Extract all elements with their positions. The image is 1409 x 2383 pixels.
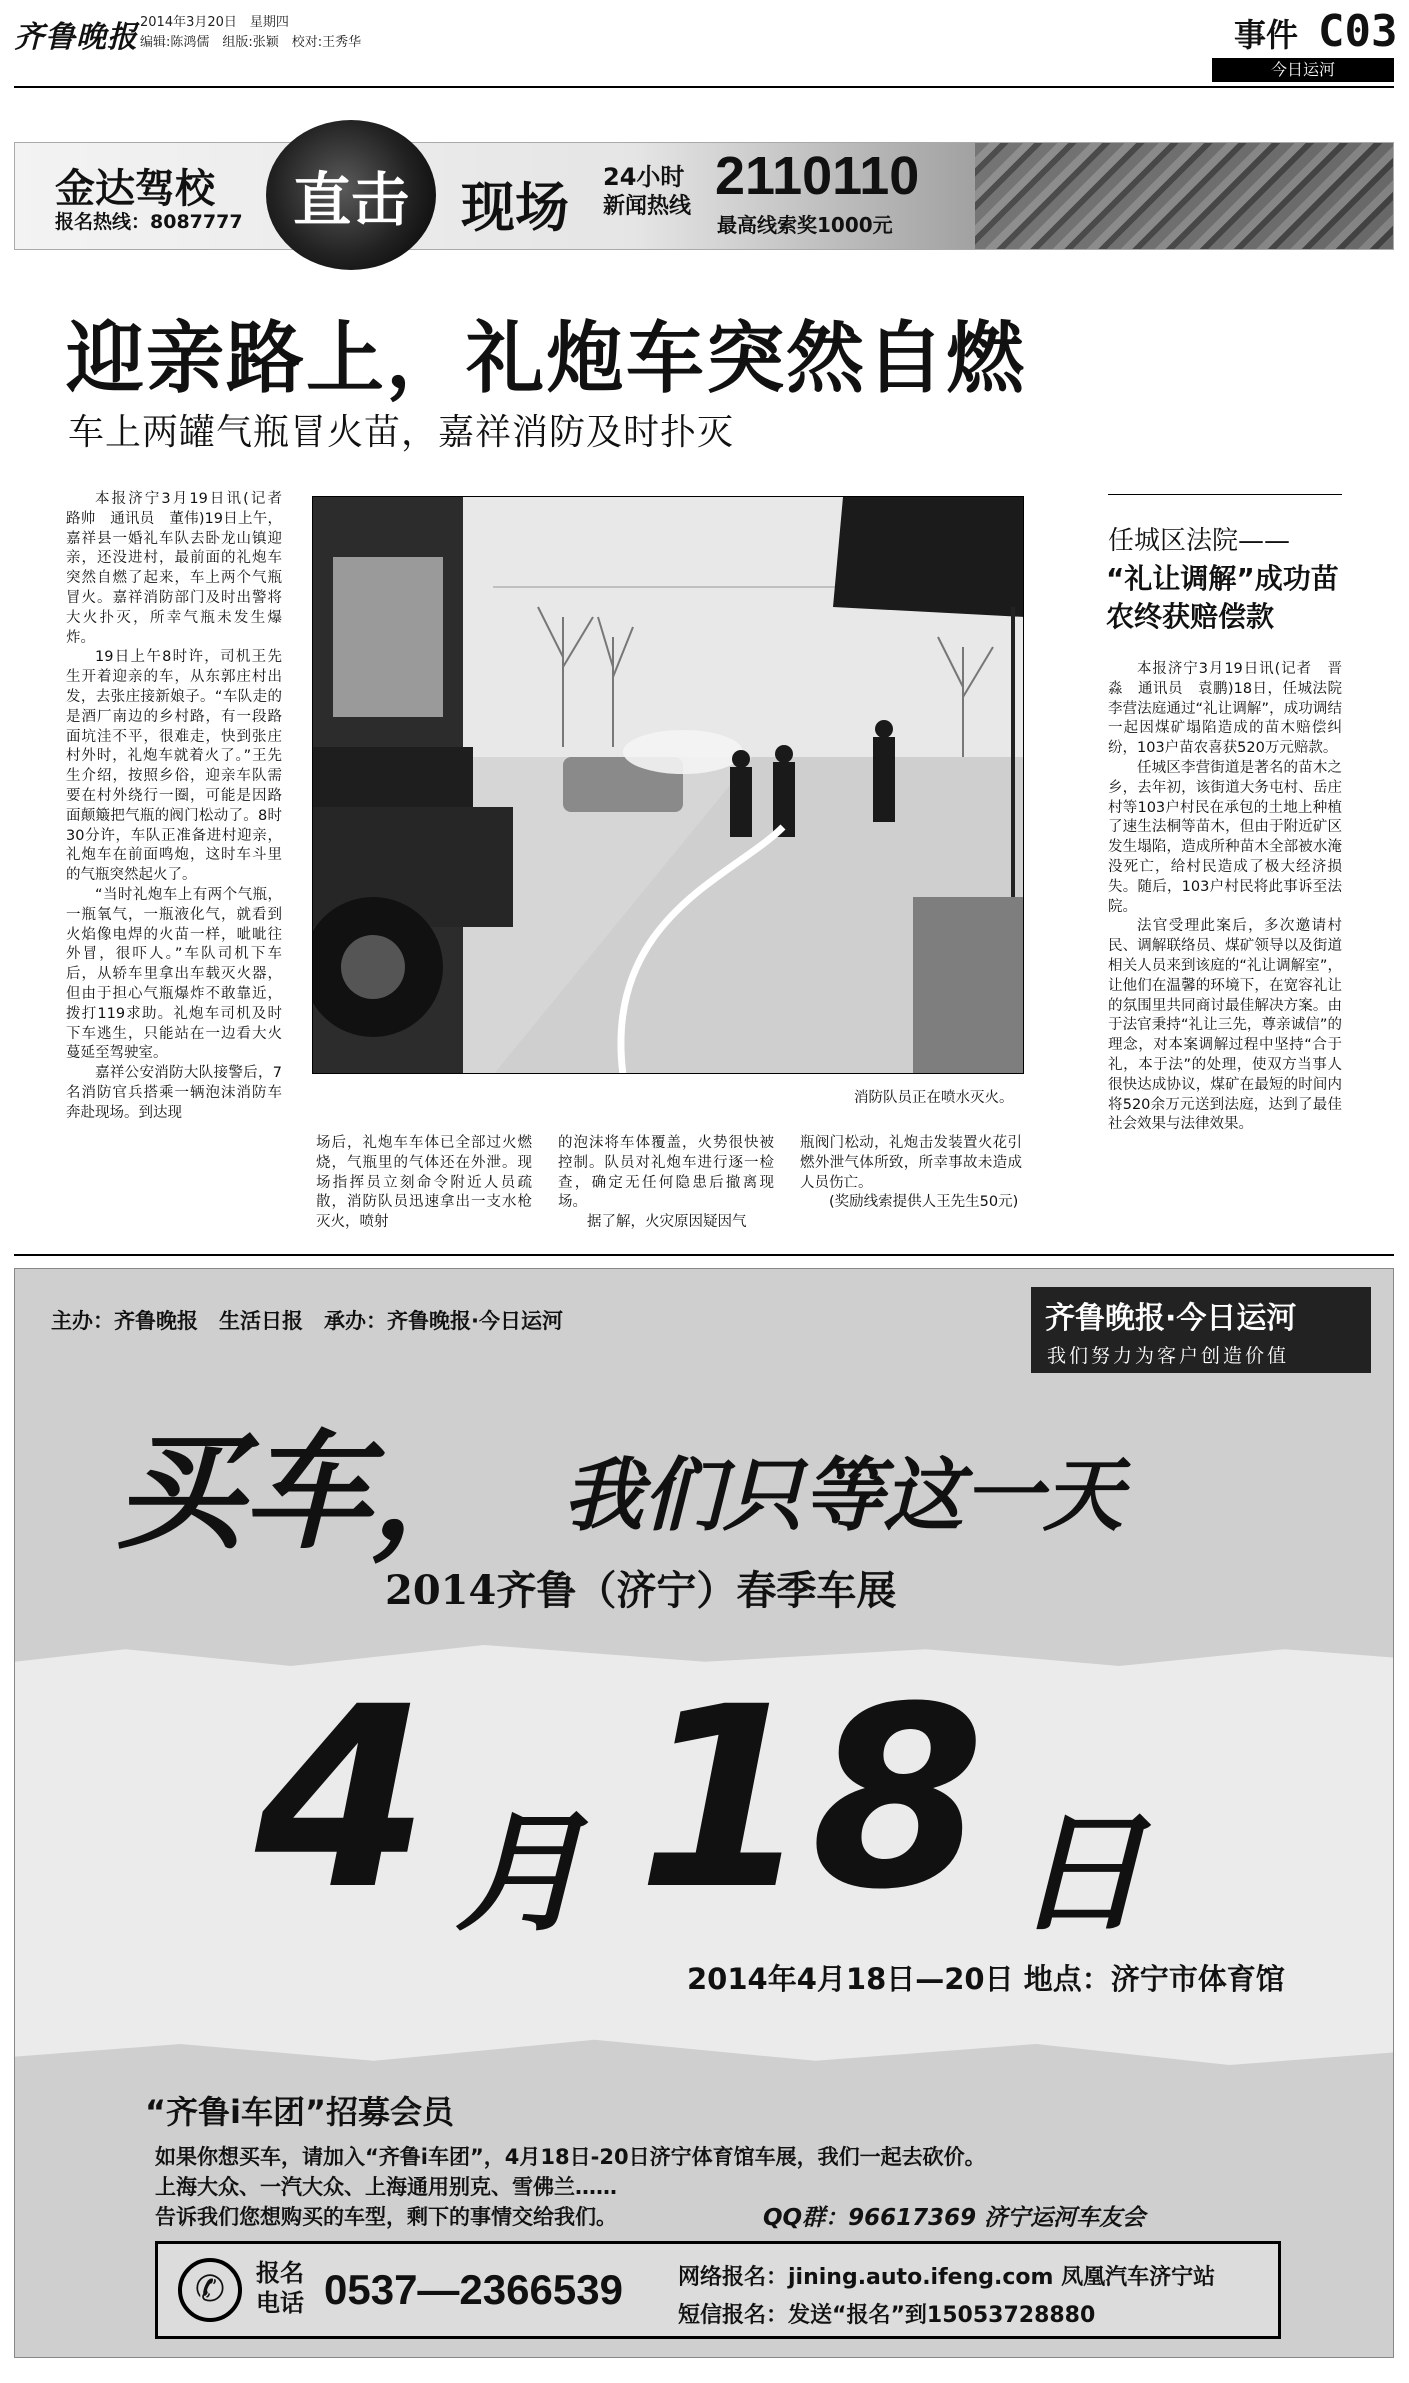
ad-qq-group: QQ群：96617369 济宁运河车友会 — [763, 2205, 1146, 2231]
rescue-crowd-photo — [975, 143, 1394, 250]
ad-sms-signup: 短信报名：发送“报名”到15053728880 — [678, 2303, 1096, 2328]
ad-expo-title: 2014齐鲁（济宁）春季车展 — [385, 1567, 897, 1614]
side-story-rule — [1108, 494, 1342, 495]
ad-brand: 齐鲁晚报·今日运河 — [1045, 1301, 1297, 1336]
ad-organizer: 主办：齐鲁晚报 生活日报 承办：齐鲁晚报·今日运河 — [51, 1309, 563, 1333]
ad-date-day: 18 — [637, 1653, 985, 1944]
article-paragraph: 瓶阀门松动，礼炮击发装置火花引燃外泄气体所致，所幸事故未造成人员伤亡。 — [800, 1135, 1022, 1191]
ad-brand-box — [1031, 1287, 1371, 1373]
car-expo-ad — [14, 1268, 1394, 2358]
ad-date-month-unit: 月 — [455, 1797, 586, 1949]
masthead-logo: 齐鲁晚报 — [14, 20, 138, 55]
side-story-title: “礼让调解”成功苗农终获赔偿款 — [1106, 562, 1339, 633]
side-story-body — [1108, 660, 1342, 1135]
ad-date-month: 4 — [255, 1653, 429, 1944]
article-paragraph: 嘉祥公安消防大队接警后，7名消防官兵搭乘一辆泡沫消防车奔赴现场。到达现 — [66, 1065, 282, 1121]
side-story-department: 任城区法院—— — [1108, 526, 1291, 556]
article-column-1 — [66, 490, 297, 1124]
ad-phone-label: 报名电话 — [256, 2259, 304, 2317]
article-paragraph: 场后，礼炮车车体已全部过火燃烧，气瓶里的气体还在外泄。现场指挥员立刻命令附近人员疏散，消防队员迅速拿出一支水枪灭火，喷射 — [316, 1135, 532, 1231]
article-paragraph: “当时礼炮车上有两个气瓶，一瓶氧气，一瓶液化气，就看到火焰像电焊的火苗一样，呲呲往外冒，很吓人。”车队司机下车后，从轿车里拿出车载灭火器，但由于担心气瓶爆炸不敢靠近，拨打119求助。礼炮车司机及时下车逃生，只能站在一边看大火蔓延至驾驶室。 — [66, 886, 282, 1062]
hotline-reward: 最高线索奖1000元 — [717, 213, 893, 237]
article-paragraph: 19日上午8时许，司机王先生开着迎亲的车，从东郭庄村出发，去张庄接新娘子。“车队走的是酒厂南边的乡村路，有一段路面坑洼不平，很难走，快到张庄村外时，礼炮车就着火了。”王先生介绍，按照乡俗，迎亲车队需要在村外绕行一圈，可能是因路面颠簸把气瓶的阀门松动了。8时30分许，车队正准备进村迎亲，礼炮车在前面鸣炮，这时车斗里的气瓶突然起火了。 — [66, 649, 282, 884]
ad-headline-1: 买车， — [115, 1418, 500, 1567]
article-bottom-rule — [14, 1254, 1394, 1256]
ad-line-2: 上海大众、一汽大众、上海通用别克、雪佛兰…… — [155, 2175, 617, 2199]
ad-phone-number: 0537—2366539 — [324, 2266, 623, 2313]
school-name: 金达驾校 — [55, 166, 215, 212]
reward-credit: (奖励线索提供人王先生50元) — [829, 1194, 1019, 1211]
ad-web-signup: 网络报名：jining.auto.ifeng.com 凤凰汽车济宁站 — [678, 2265, 1216, 2290]
ad-slogan: 我们努力为客户创造价值 — [1047, 1345, 1290, 1367]
hotline-label-2: 新闻热线 — [603, 194, 692, 219]
hotline-label-1: 24小时 — [603, 163, 685, 191]
article-headline: 迎亲路上，礼炮车突然自燃 — [66, 314, 1027, 404]
school-phone: 报名热线：8087777 — [55, 211, 243, 233]
fire-scene-photo — [312, 496, 1024, 1074]
ad-when-where: 2014年4月18日—20日 地点：济宁市体育馆 — [687, 1962, 1285, 1996]
masthead-rule — [14, 86, 1394, 88]
scene-banner — [14, 142, 1394, 250]
fire-scene-illustration — [313, 497, 1024, 1074]
edition-bar: 今日运河 — [1212, 58, 1394, 82]
staff-credits: 编辑:陈鸿儒 组版:张颖 校对:王秀华 — [140, 35, 362, 50]
ad-line-3: 告诉我们您想购买的车型，剩下的事情交给我们。 — [155, 2205, 617, 2229]
ad-headline-2: 我们只等这一天 — [563, 1449, 1123, 1542]
section-name: 事件 — [1234, 16, 1299, 54]
page-number: C03 — [1318, 6, 1398, 57]
zhiji-label: 直击 — [292, 166, 409, 234]
article-paragraph: 据了解，火灾原因疑因气 — [587, 1214, 747, 1231]
article-column-3 — [558, 1134, 774, 1233]
ad-recruit-title: “齐鲁i车团”招募会员 — [145, 2093, 455, 2131]
zhiji-circle-emblem — [266, 120, 436, 270]
ad-contact-box — [155, 2241, 1281, 2339]
hotline-number: 2110110 — [715, 146, 920, 206]
article-subhead: 车上两罐气瓶冒火苗，嘉祥消防及时扑灭 — [68, 412, 735, 453]
side-story-paragraph: 本报济宁3月19日讯(记者 晋淼 通讯员 袁鹏)18日，任城法院李营法庭通过“礼让调解”，成功调结一起因煤矿塌陷造成的苗木赔偿纠纷，103户苗农喜获520万元赔款。 — [1108, 661, 1342, 757]
article-column-4 — [800, 1134, 1022, 1213]
ad-date-day-unit: 日 — [1015, 1797, 1146, 1949]
ad-line-1: 如果你想买车，请加入“齐鲁i车团”，4月18日-20日济宁体育馆车展，我们一起去砍价。 — [155, 2145, 986, 2169]
scene-label: 现场 — [461, 176, 569, 239]
phone-icon: ✆ — [178, 2258, 242, 2322]
article-column-2 — [316, 1134, 532, 1233]
photo-caption: 消防队员正在喷水灭火。 — [854, 1090, 1014, 1106]
side-story-paragraph: 法官受理此案后，多次邀请村民、调解联络员、煤矿领导以及街道相关人员来到该庭的“礼让调解室”，让他们在温馨的环境下，在宽容礼让的氛围里共同商讨最佳解决方案。由于法官秉持“礼让三先，尊亲诚信”的理念，对本案调解过程中坚持“合于礼，本于法”的处理，使双方当事人很快达成协议，煤矿在最短的时间内将520余万元送到法庭，达到了最佳社会效果与法律效果。 — [1108, 918, 1342, 1133]
side-story-paragraph: 任城区李营街道是著名的苗木之乡，去年初，该街道大务屯村、岳庄村等103户村民在承包的土地上种植了速生法桐等苗木，但由于附近矿区发生塌陷，造成所种苗木全部被水淹没死亡，给村民造成了极大经济损失。随后，103户村民将此事诉至法院。 — [1108, 759, 1342, 915]
article-paragraph: 的泡沫将车体覆盖，火势很快被控制。队员对礼炮车进行逐一检查，确定无任何隐患后撤离现场。 — [558, 1135, 774, 1211]
article-paragraph: 本报济宁3月19日讯(记者 路帅 通讯员 董伟)19日上午，嘉祥县一婚礼车队去卧龙山镇迎亲，还没进村，最前面的礼炮车突然自燃了起来，车上两个气瓶冒火。嘉祥消防部门及时出警将大火扑灭，所幸气瓶未发生爆炸。 — [66, 491, 297, 646]
issue-date: 2014年3月20日 星期四 — [140, 15, 289, 30]
